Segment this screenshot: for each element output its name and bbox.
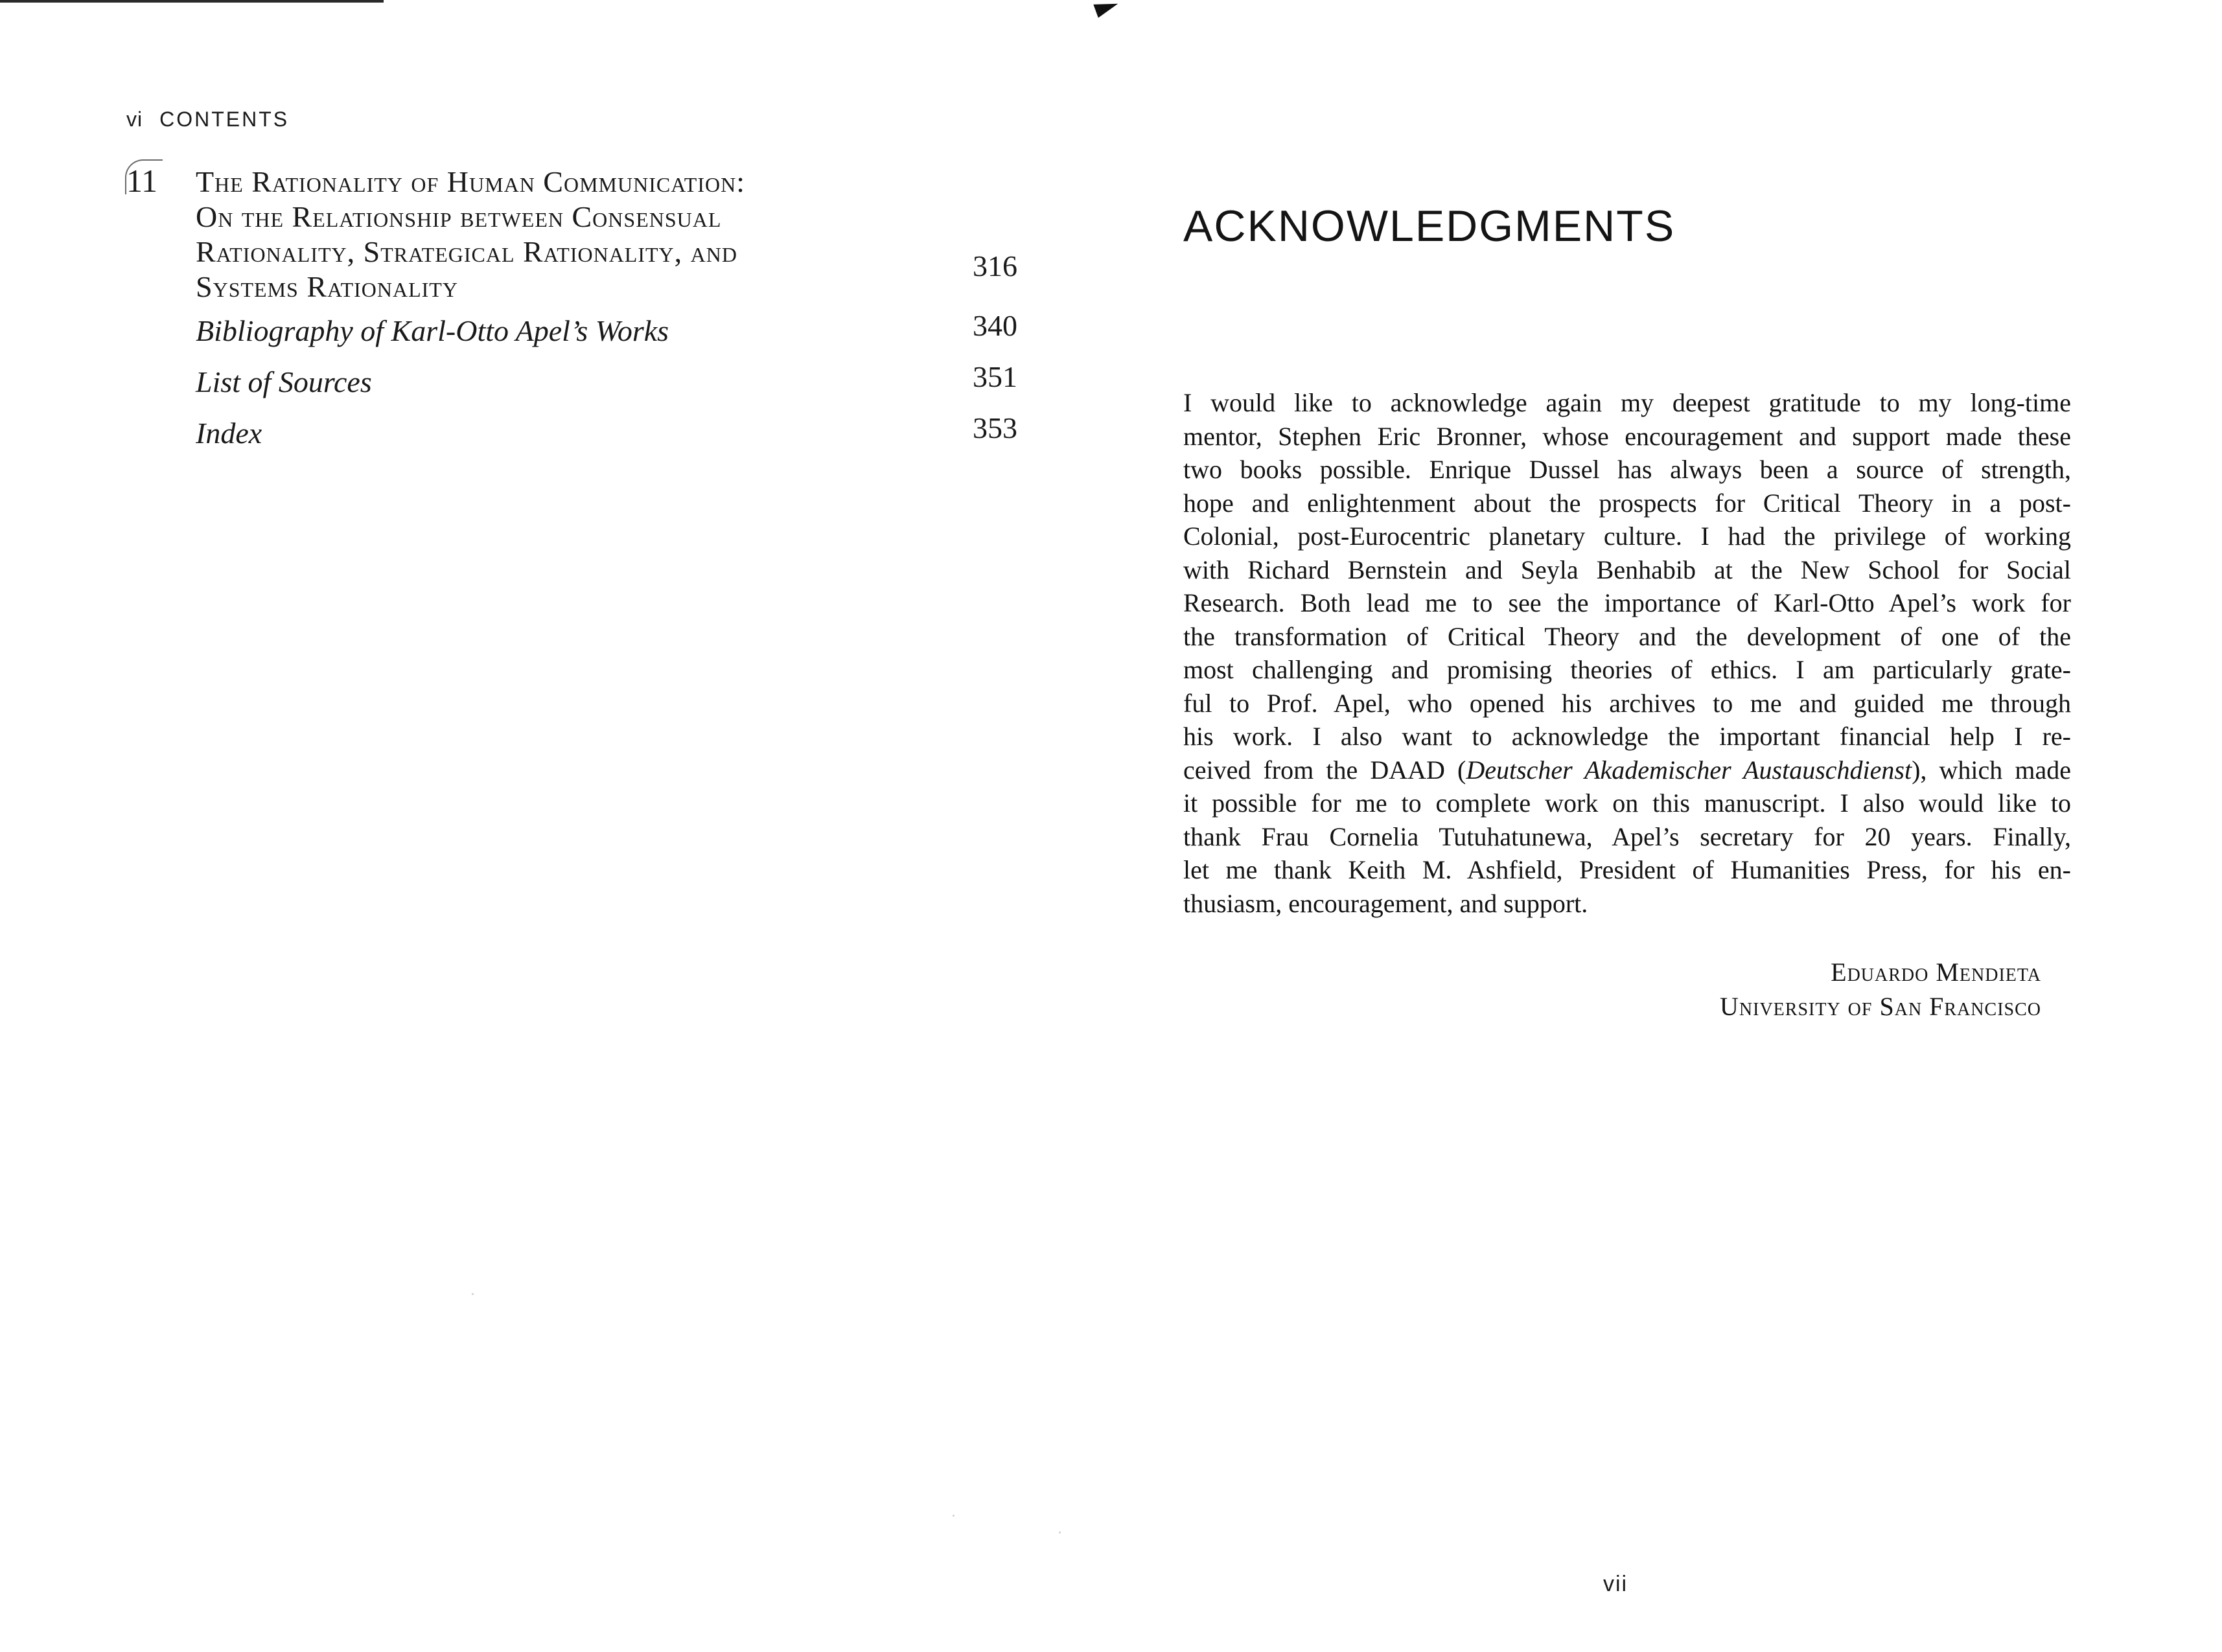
body-line: ful to Prof. Apel, who opened his archives to me and guided me through: [1183, 688, 2071, 718]
body-line: his work. I also want to acknowledge the important financial help I re-: [1183, 722, 2071, 751]
body-line: hope and enlightenment about the prospects for Critical Theory in a post-: [1183, 488, 2071, 518]
acknowledgments-body: [1183, 386, 2071, 920]
running-head-label: CONTENTS: [159, 108, 290, 131]
toc-entry-list-of-sources: List of Sources: [196, 365, 372, 398]
signature: [1588, 955, 2041, 1024]
chapter-title-line: Systems Rationality: [196, 270, 458, 303]
body-line: with Richard Bernstein and Seyla Benhabib at the New School for Social: [1183, 555, 2071, 584]
right-page-folio: vii: [1603, 1572, 1628, 1596]
chapter-title-line: The Rationality of Human Communication:: [196, 165, 745, 198]
body-line: it possible for me to complete work on this manuscript. I also would like to: [1183, 788, 2071, 818]
body-line: mentor, Stephen Eric Bronner, whose encouragement and support made these: [1183, 421, 2071, 451]
body-line: let me thank Keith M. Ashfield, President of Humanities Press, for his en-: [1183, 855, 2071, 884]
toc-page-index: 353: [973, 411, 1017, 444]
body-line: I would like to acknowledge again my deepest gratitude to my long-time: [1183, 388, 2071, 417]
chapter-title: [196, 165, 921, 304]
toc-entry-index: Index: [196, 417, 262, 450]
scan-speck: [472, 1293, 474, 1295]
body-line: most challenging and promising theories of ethics. I am particularly grate-: [1183, 655, 2071, 684]
chapter-title-line: Rationality, Strategical Rationality, and: [196, 235, 737, 268]
body-line: two books possible. Enrique Dussel has always been a source of strength,: [1183, 455, 2071, 484]
body-line: thusiasm, encouragement, and support.: [1183, 888, 1588, 918]
scan-edge-line: [0, 0, 384, 3]
scan-speck: [953, 1515, 955, 1517]
body-line: Colonial, post-Eurocentric planetary culture. I had the privilege of working: [1183, 522, 2071, 551]
institution-name: Deutscher Akademischer Austauschdienst: [1466, 755, 1912, 785]
body-line: ceived from the DAAD (Deutscher Akademischer Austauschdienst), which made: [1183, 755, 2071, 785]
running-head: [126, 108, 289, 132]
scan-speck: [1059, 1532, 1061, 1533]
toc-page-list-of-sources: 351: [973, 360, 1017, 393]
body-line: the transformation of Critical Theory and the development of one of the: [1183, 621, 2071, 651]
body-line: thank Frau Cornelia Tutuhatunewa, Apel’s secretary for 20 years. Finally,: [1183, 821, 2071, 851]
scan-artifact-mark: [1093, 0, 1120, 17]
toc-entry-bibliography: Bibliography of Karl-Otto Apel’s Works: [196, 314, 669, 347]
chapter-title-line: On the Relationship between Consensual: [196, 200, 722, 233]
toc-page-bibliography: 340: [973, 309, 1017, 342]
chapter-page-number: 316: [973, 249, 1017, 282]
signature-name: Eduardo Mendieta: [1831, 958, 2041, 987]
body-line: Research. Both lead me to see the importance of Karl-Otto Apel’s work for: [1183, 588, 2071, 617]
left-page-folio: vi: [126, 108, 143, 131]
signature-affiliation: University of San Francisco: [1720, 992, 2041, 1021]
page-title: ACKNOWLEDGMENTS: [1183, 201, 1676, 251]
chapter-number: 11: [126, 163, 158, 199]
